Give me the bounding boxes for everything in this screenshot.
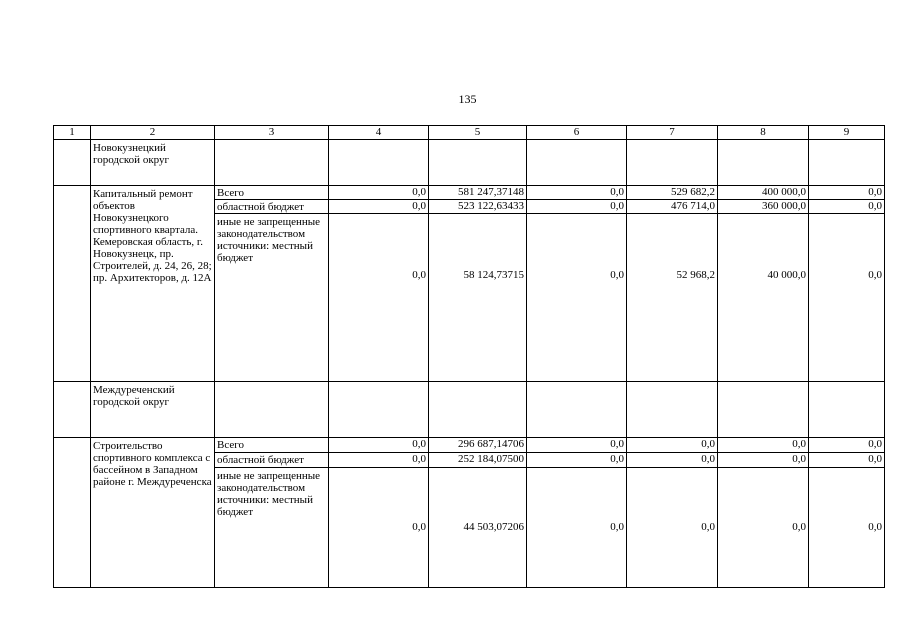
value-cell: 0,0 [809,468,885,588]
value-cell: 360 000,0 [718,200,809,214]
table-row [54,186,885,200]
value-cell: 40 000,0 [718,214,809,382]
value-cell: 0,0 [329,186,429,200]
table-row [54,438,885,453]
object-name: Капитальный ремонт объектов Новокузнецкого спортивного квартала. Кемеровская область, г. Новокузнецк, пр. Строителей, д. 24, 26, 28; пр. Архитекторов, д. 12А [91,186,215,382]
object-name: Строительство спортивного комплекса с бассейном в Западном районе г. Междуреченска [91,438,215,588]
value-cell: 0,0 [809,200,885,214]
header-cell: 9 [809,126,885,140]
header-cell: 5 [429,126,527,140]
value-cell: 0,0 [527,468,627,588]
value-cell: 0,0 [627,468,718,588]
value-cell: 0,0 [527,214,627,382]
source-label: областной бюджет [215,200,329,214]
value-cell: 0,0 [627,438,718,453]
value-cell: 0,0 [329,453,429,468]
value-cell: 0,0 [527,438,627,453]
value-cell: 0,0 [718,468,809,588]
page-number: 135 [458,92,477,106]
group-name: Междуреченский городской округ [91,382,215,438]
value-cell: 58 124,73715 [429,214,527,382]
value-cell: 52 968,2 [627,214,718,382]
value-cell: 0,0 [809,214,885,382]
header-cell: 1 [54,126,91,140]
value-cell: 523 122,63433 [429,200,527,214]
value-cell: 0,0 [809,453,885,468]
value-cell: 529 682,2 [627,186,718,200]
group-row [54,140,885,186]
value-cell: 0,0 [527,200,627,214]
value-cell: 400 000,0 [718,186,809,200]
value-cell: 44 503,07206 [429,468,527,588]
value-cell: 0,0 [809,186,885,200]
value-cell: 581 247,37148 [429,186,527,200]
value-cell: 0,0 [809,438,885,453]
value-cell: 0,0 [718,453,809,468]
header-row [54,126,885,140]
header-cell: 2 [91,126,215,140]
value-cell: 0,0 [329,468,429,588]
budget-table [53,125,885,588]
group-name: Новокузнецкий городской округ [91,140,215,186]
source-label: иные не запрещенные законодательством источники: местный бюджет [215,214,329,382]
value-cell: 0,0 [627,453,718,468]
value-cell: 0,0 [527,186,627,200]
value-cell: 0,0 [329,200,429,214]
header-cell: 4 [329,126,429,140]
group-row [54,382,885,438]
header-cell: 7 [627,126,718,140]
value-cell: 296 687,14706 [429,438,527,453]
value-cell: 0,0 [329,438,429,453]
value-cell: 0,0 [527,453,627,468]
value-cell: 0,0 [718,438,809,453]
header-cell: 8 [718,126,809,140]
header-cell: 6 [527,126,627,140]
value-cell: 252 184,07500 [429,453,527,468]
value-cell: 0,0 [329,214,429,382]
source-label: Всего [215,186,329,200]
source-label: иные не запрещенные законодательством источники: местный бюджет [215,468,329,588]
header-cell: 3 [215,126,329,140]
source-label: Всего [215,438,329,453]
source-label: областной бюджет [215,453,329,468]
value-cell: 476 714,0 [627,200,718,214]
